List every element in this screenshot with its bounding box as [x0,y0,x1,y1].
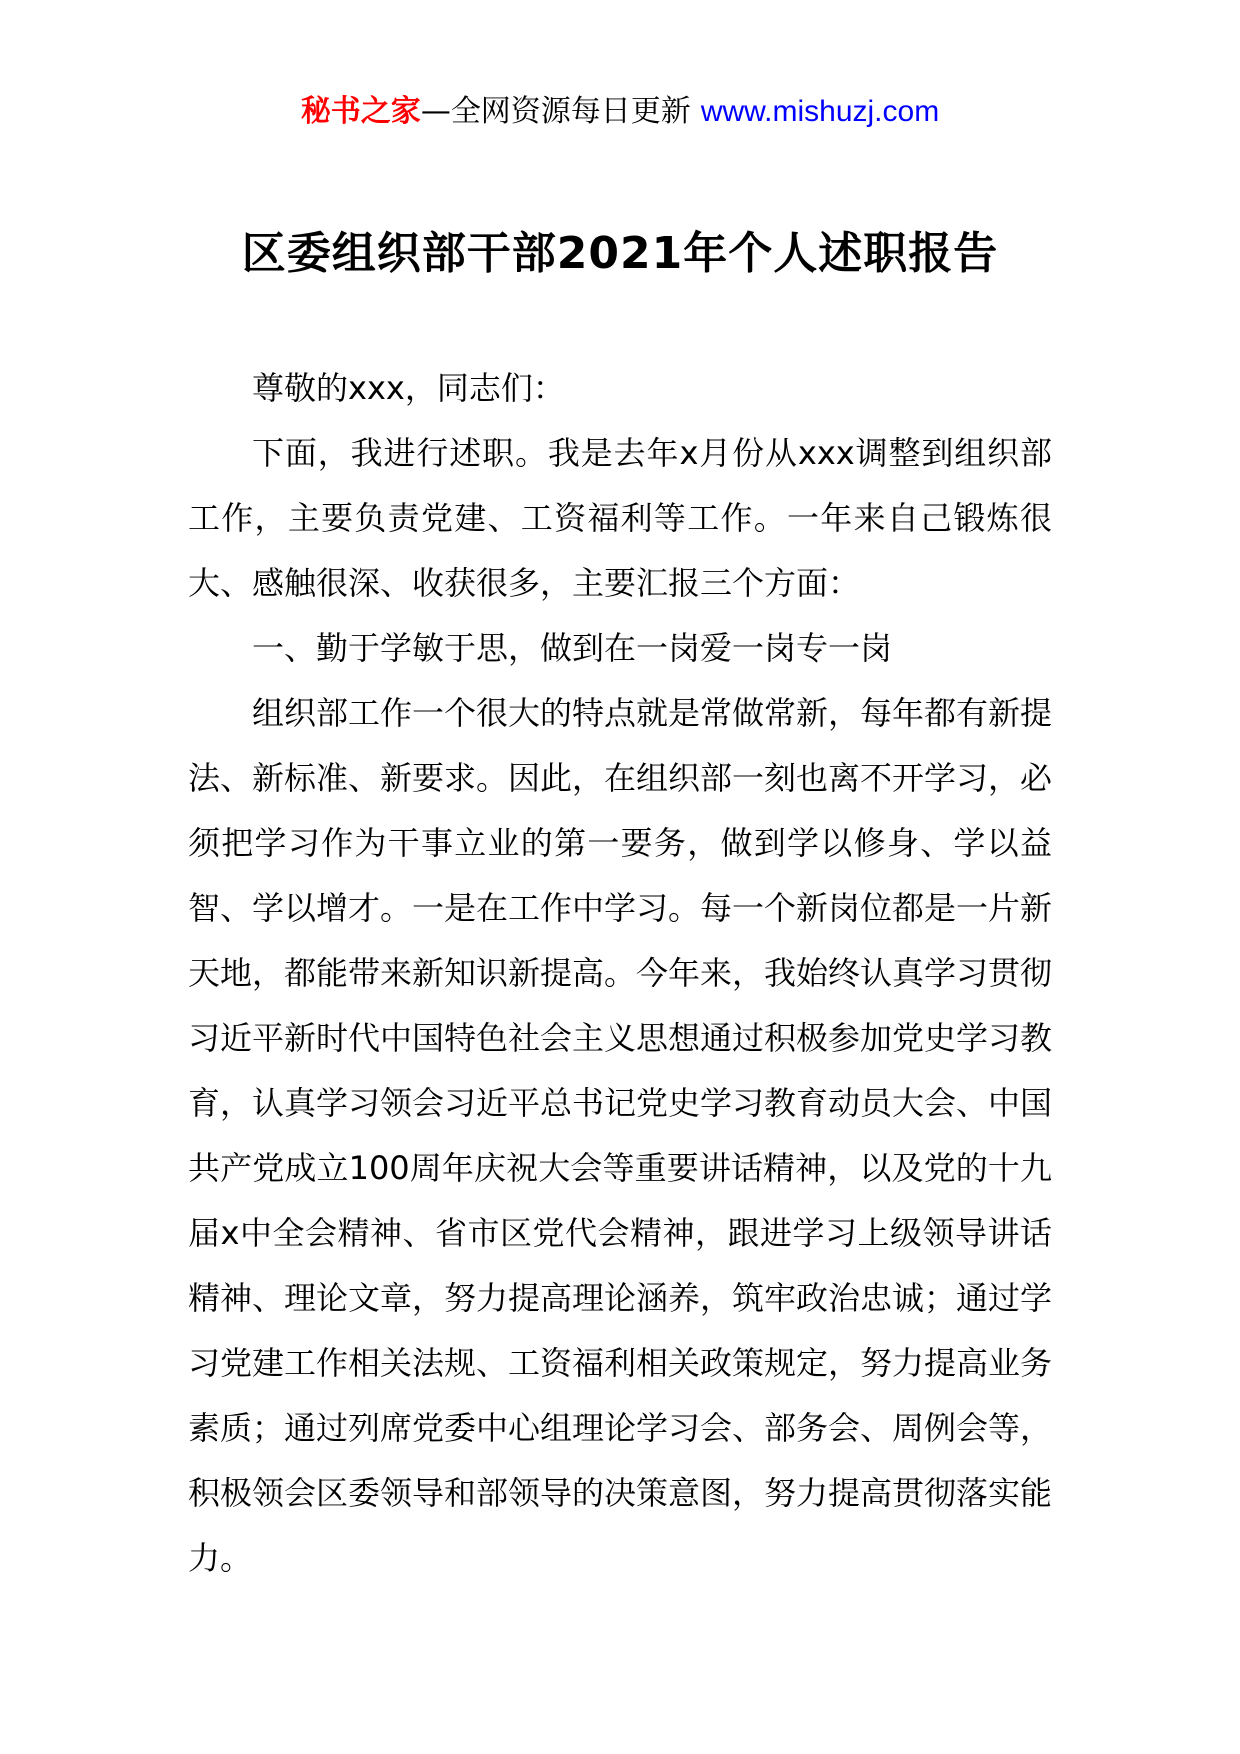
body-paragraph: 组织部工作一个很大的特点就是常做常新，每年都有新提法、新标准、新要求。因此，在组织部一刻也离不开学习，必须把学习作为干事立业的第一要务，做到学以修身、学以益智、学以增才。一是在工作中学习。每一个新岗位都是一片新天地，都能带来新知识新提高。今年来，我始终认真学习贯彻习近平新时代中国特色社会主义思想通过积极参加党史学习教育，认真学习领会习近平总书记党史学习教育动员大会、中国共产党成立100周年庆祝大会等重要讲话精神，以及党的十九届x中全会精神、省市区党代会精神，跟进学习上级领导讲话精神、理论文章，努力提高理论涵养，筑牢政治忠诚；通过学习党建工作相关法规、工资福利相关政策规定，努力提高业务素质；通过列席党委中心组理论学习会、部务会、周例会等，积极领会区委领导和部领导的决策意图，努力提高贯彻落实能力。 [188,694,1053,1577]
section-heading: 一、勤于学敏于思，做到在一岗爱一岗专一岗 [252,629,893,667]
document-body [188,356,1052,1591]
site-tagline: —全网资源每日更新 [420,94,691,129]
intro-paragraph: 下面，我进行述职。我是去年x月份从xxx调整到组织部工作，主要负责党建、工资福利等工作。一年来自己锻炼很大、感触很深、收获很多，主要汇报三个方面： [188,434,1052,602]
document-title: 区委组织部干部2021年个人述职报告 [241,228,999,279]
site-brand: 秘书之家 [300,94,421,129]
site-url-link[interactable]: www.mishuzj.com [700,95,940,128]
greeting-paragraph: 尊敬的xxx，同志们： [252,369,565,407]
site-header [0,92,1240,132]
